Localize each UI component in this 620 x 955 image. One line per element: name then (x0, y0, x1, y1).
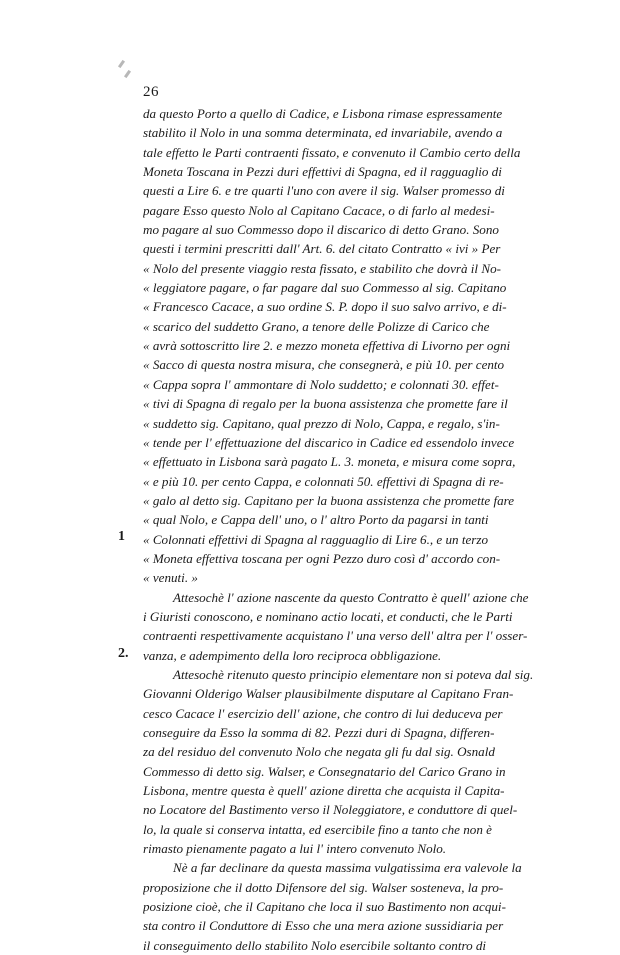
text-line: Giovanni Olderigo Walser plausibilmente disputare al Capitano Fran- (143, 686, 514, 702)
text-line: « Moneta effettiva toscana per ogni Pezzo duro così d' accordo con- (143, 550, 501, 566)
ink-mark (124, 70, 131, 78)
margin-note-2: 2. (118, 646, 129, 661)
text-line: Lisbona, mentre questa è quell' azione diretta che acquista il Capita- (143, 783, 505, 799)
text-line: Attesochè l' azione nascente da questo Contratto è quell' azione che (173, 589, 529, 605)
text-line: « e più 10. per cento Cappa, e colonnati 50. effettivi di Spagna di re- (143, 473, 504, 489)
text-line: « suddetto sig. Capitano, qual prezzo di Nolo, Cappa, e regalo, s'in- (143, 415, 500, 431)
text-line: Attesochè ritenuto questo principio elementare non si poteva dal sig. (173, 666, 534, 682)
text-line: cesco Cacace l' esercizio dell' azione, che contro di lui deduceva per (143, 705, 503, 721)
text-line: il conseguimento dello stabilito Nolo esercibile soltanto contro di (143, 937, 487, 953)
text-line: proposizione che il dotto Difensore del sig. Walser sosteneva, la pro- (143, 879, 504, 895)
text-line: tale effetto le Parti contraenti fissato, e convenuto il Cambio certo della (143, 144, 521, 160)
text-line: Moneta Toscana in Pezzi duri effettivi di Spagna, ed il ragguaglio di (143, 164, 502, 180)
text-line: stabilito il Nolo in una somma determinata, ed invariabile, avendo a (143, 125, 503, 141)
text-line: da questo Porto a quello di Cadice, e Lisbona rimase espressamente (143, 106, 503, 121)
text-line: i Giuristi conoscono, e nominano actio locati, et conducti, che le Parti (143, 608, 513, 624)
text-line: « Nolo del presente viaggio resta fissato, e stabilito che dovrà il No- (143, 260, 501, 276)
text-line: contraenti respettivamente acquistano l' una verso dell' altra per l' osser- (143, 628, 528, 644)
text-line: « scarico del suddetto Grano, a tenore delle Polizze di Carico che (143, 318, 490, 334)
text-line: rimasto pienamente pagato a lui l' intero convenuto Nolo. (143, 841, 447, 857)
text-line: « effettuato in Lisbona sarà pagato L. 3. moneta, e misura come sopra, (143, 454, 516, 470)
text-line: « leggiatore pagare, o far pagare dal suo Commesso al sig. Capitano (143, 280, 507, 296)
text-line: posizione cioè, che il Capitano che loca il suo Bastimento non acqui- (143, 899, 506, 915)
text-line: mo pagare al suo Commesso dopo il discarico di detto Grano. Sono (143, 222, 499, 238)
text-line: no Locatore del Bastimento verso il Noleggiatore, e conduttore di quel- (143, 802, 518, 818)
text-line: « avrà sottoscritto lire 2. e mezzo moneta effettiva di Livorno per ogni (143, 338, 511, 354)
text-line: « tivi di Spagna di regalo per la buona assistenza che promette fare il (143, 396, 508, 412)
text-line: vanza, e adempimento della loro reciproca obbligazione. (143, 647, 442, 663)
text-line: lo, la quale si conserva intatta, ed esercibile fino a tanto che non è (143, 821, 492, 837)
text-line: Commesso di detto sig. Walser, e Consegnatario del Carico Grano in (143, 763, 506, 779)
text-line: « Colonnati effettivi di Spagna al ragguaglio di Lire 6., e un terzo (143, 531, 489, 547)
text-line: « galo al detto sig. Capitano per la buona assistenza che promette fare (143, 492, 515, 508)
text-line: questi i termini prescritti dall' Art. 6. del citato Contratto « ivi » Per (143, 241, 501, 257)
text-line: conseguire da Esso la somma di 82. Pezzi duri di Spagna, differen- (143, 725, 495, 740)
text-line: za del residuo del convenuto Nolo che negata gli fu dal sig. Osnald (143, 744, 495, 760)
text-line: pagare Esso questo Nolo al Capitano Cacace, o di farlo al medesi- (143, 202, 495, 218)
text-line: « venuti. » (143, 570, 198, 586)
page-number: 26 (143, 84, 159, 100)
text-line: « Francesco Cacace, a suo ordine S. P. dopo il suo salvo arrivo, e di- (143, 299, 507, 315)
text-line: questi a Lire 6. e tre quarti l'uno con avere il sig. Walser promesso di (143, 183, 505, 199)
text-line: Nè a far declinare da questa massima vulgatissima era valevole la (173, 860, 522, 876)
margin-note-1: 1 (118, 529, 125, 544)
text-line: « tende per l' effettuazione del discarico in Cadice ed essendolo invece (143, 434, 515, 450)
body-text (143, 104, 557, 955)
ink-mark (118, 60, 125, 68)
text-line: sta contro il Conduttore di Esso che una mera azione sussidiaria per (143, 918, 504, 934)
text-line: « Sacco di questa nostra misura, che consegnerà, e più 10. per cento (143, 357, 505, 373)
text-line: « Cappa sopra l' ammontare di Nolo suddetto; e colonnati 30. effet- (143, 376, 499, 392)
text-line: « qual Nolo, e Cappa dell' uno, o l' altro Porto da pagarsi in tanti (143, 512, 489, 528)
